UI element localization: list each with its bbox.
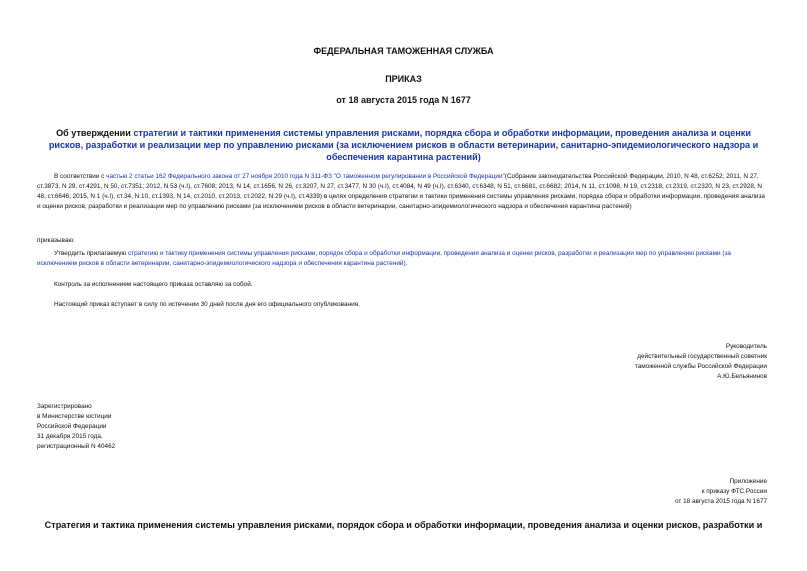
signature-service: таможенной службы Российской Федерации <box>634 363 767 370</box>
signature-rank: действительный государственный советник <box>637 353 767 360</box>
order-title <box>40 127 767 163</box>
registration-line: Российской Федерации <box>37 423 107 430</box>
title-link[interactable]: стратегии и тактики применения системы управления рисками, порядка сбора и обработки информации, проведения анализа и оценки рисков, разработки и реализации мер по управлению рисками (за исключением рисков в области ветеринарии, санитарно-эпидемиологического надзора и обеспечения карантина растений) <box>48 128 759 162</box>
law-link[interactable]: частью 2 статьи 162 Федерального закона от 27 ноября 2010 года N 311-ФЗ "О таможенном регулировании в Российской Федерации" <box>106 173 505 180</box>
signature-block <box>527 342 767 382</box>
document-type: ПРИКАЗ <box>385 74 422 84</box>
preamble-paragraph <box>37 172 769 212</box>
approve-paragraph <box>37 249 769 269</box>
signature-position: Руководитель <box>725 343 767 350</box>
appendix-line: к приказу ФТС России <box>701 488 767 495</box>
registration-block <box>37 402 237 452</box>
order-date-number: от 18 августа 2015 года N 1677 <box>336 95 471 105</box>
appendix-line: Приложение <box>729 478 767 485</box>
registration-line: Зарегистрировано <box>37 403 92 410</box>
appendix-block <box>527 477 767 507</box>
approve-text-after: . <box>405 260 408 267</box>
approve-text-before: Утвердить прилагаемую <box>54 250 128 257</box>
agency-name: ФЕДЕРАЛЬНАЯ ТАМОЖЕННАЯ СЛУЖБА <box>313 46 494 56</box>
orders-label: приказываю: <box>37 237 75 244</box>
appendix-title: Стратегия и тактика применения системы управления рисками, порядок сбора и обработки информации, проведения анализа и оценки рисков, разработки и <box>44 520 763 530</box>
preamble-text-before: В соответствии с <box>54 173 107 180</box>
registration-line: 31 декабря 2015 года, <box>37 433 103 440</box>
preamble-text-after: (Собрание законодательства Российской Федерации, 2010, N 48, ст.6252; 2011, N 27, ст.3873, N 29, ст.4291, N 50, ст.7351; 2012, N 53 (ч.I), ст.7608; 2013, N 14, ст.1656, N 26, ст.3207, N 27, ст.3477, N 30 (ч.I), ст.4084, N 49 (ч.I), ст.6340, ст.6348, N 51, ст.6681, ст.6682; 2014, N 11, ст.1098, N 19, ст.2318, ст.2319, ст.2320, N 23, ст.2928, N 48, ст.6646; 2015, N 1 (ч.I), ст.34, N 10, ст.1393, N 14, ст.2010, ст.2013, ст.2022, N 29 (ч.I), ст.4339) в целях определения стратегии и тактики применения системы управления рисками, порядка сбора и обработки информации, проведения анализа и оценки рисков, разработки и реализации мер по управлению рисками (за исключением рисков в области ветеринарии, санитарно-эпидемиологического надзора и обеспечения карантина растений) <box>37 173 765 210</box>
control-paragraph: Контроль за исполнением настоящего приказа оставляю за собой. <box>54 281 253 288</box>
title-prefix: Об утверждении <box>56 128 134 138</box>
appendix-line: от 18 августа 2015 года N 1677 <box>674 498 767 505</box>
registration-line: в Министерстве юстиции <box>37 413 112 420</box>
signature-name: А.Ю.Бельянинов <box>717 373 767 380</box>
strategy-link[interactable]: стратегию и тактику применения системы управления рисками, порядок сбора и обработки информации, проведения анализа и оценки рисков, разработки и реализации мер по управлению рисками (за исключением рисков в области ветеринарии, санитарно-эпидемиологического надзора и обеспечения карантина растений) <box>37 250 731 267</box>
effect-paragraph: Настоящий приказ вступает в силу по истечении 30 дней после дня его официального опубликования. <box>54 301 360 308</box>
registration-line: регистрационный N 40462 <box>37 443 116 450</box>
